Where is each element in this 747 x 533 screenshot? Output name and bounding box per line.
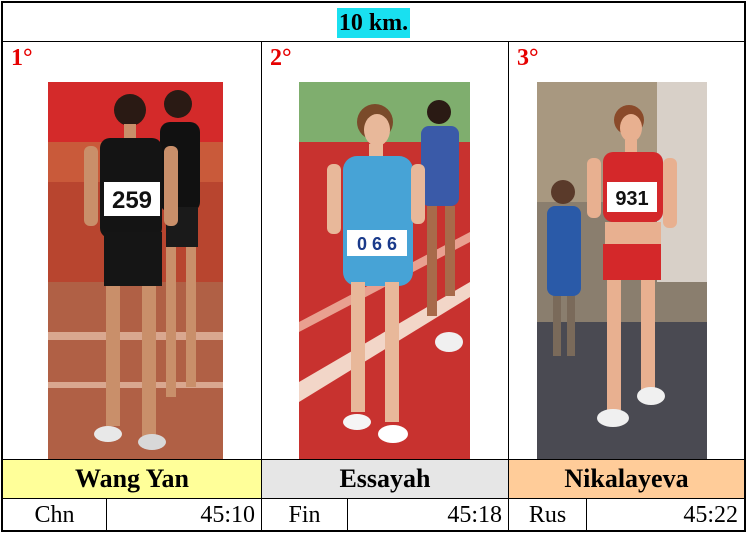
- nation-code: Rus: [509, 499, 587, 532]
- athlete-name-3: Nikalayeva: [509, 459, 744, 499]
- bib-number: 259: [111, 187, 153, 214]
- result-cell-2: [262, 499, 509, 532]
- bib-number: 0 6 6: [356, 234, 398, 254]
- rank-label: 2°: [270, 45, 292, 71]
- rank-label: 1°: [11, 45, 33, 71]
- finish-time: 45:10: [200, 502, 255, 528]
- athlete-photo-3: [537, 82, 707, 459]
- athlete-name-2: Essayah: [262, 459, 509, 499]
- race-walker-photo-icon: [48, 82, 223, 459]
- finish-time: 45:18: [447, 502, 502, 528]
- nation-code: Fin: [262, 499, 348, 532]
- race-walker-photo-icon: [299, 82, 470, 459]
- podium-column-2: [262, 42, 509, 459]
- results-table: [1, 1, 746, 532]
- result-cell-3: [509, 499, 744, 532]
- event-title: 10 km.: [338, 10, 409, 36]
- athlete-name-1: Wang Yan: [3, 459, 262, 499]
- rank-label: 3°: [517, 45, 539, 71]
- result-cell-1: [3, 499, 262, 532]
- athlete-photo-1: [48, 82, 223, 459]
- podium-column-1: [3, 42, 262, 459]
- finish-time: 45:22: [683, 502, 738, 528]
- podium-column-3: [509, 42, 744, 459]
- nation-code: Chn: [3, 499, 107, 532]
- race-walker-photo-icon: [537, 82, 707, 459]
- title-row: [3, 3, 744, 42]
- athlete-photo-2: [299, 82, 470, 459]
- bib-number: 931: [615, 188, 649, 210]
